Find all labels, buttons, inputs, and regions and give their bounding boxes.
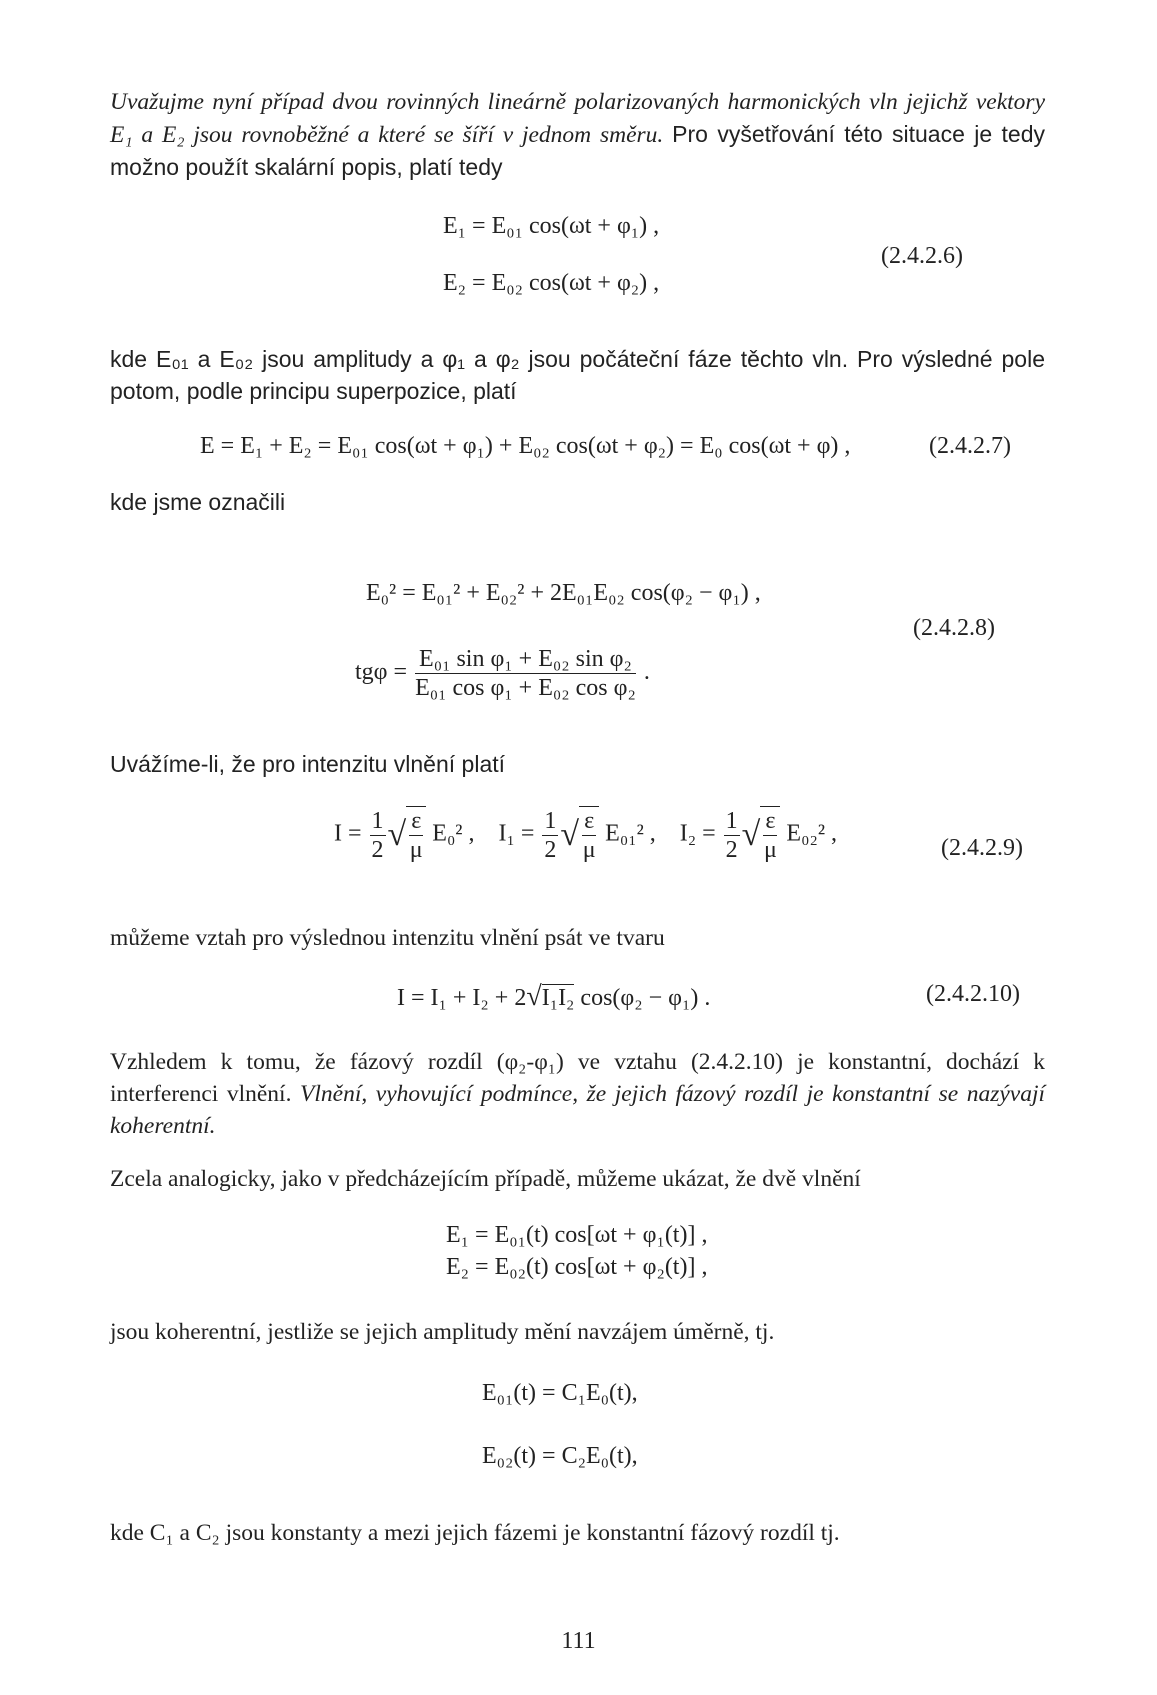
- equation-e2-time: E₂ = E₀₂(t) cos[ωt + φ₂(t)] ,: [446, 1254, 708, 1280]
- amplitudes-paragraph: kde E₀₁ a E₀₂ jsou amplitudy a φ₁ a φ₂ jsou počáteční fáze těchto vln. Pro výsledné pole potom, podle principu superpozice, platí: [110, 346, 1045, 404]
- sqrt-eps-mu: $\frac{\varepsilon}{\mu}$: [406, 806, 426, 864]
- equation-e1-time: E₁ = E₀₁(t) cos[ωt + φ₁(t)] ,: [446, 1222, 708, 1248]
- equation-amplitude-squared: E₀² = E₀₁² + E₀₂² + 2E₀₁E₀₂ cos(φ₂ − φ₁) ,: [366, 580, 761, 606]
- equation-number-2-4-2-7: (2.4.2.7): [929, 433, 1011, 459]
- equation-number-2-4-2-10: (2.4.2.10): [926, 981, 1020, 1007]
- resulting-intensity-paragraph: můžeme vztah pro výslednou intenzitu vlnění psát ve tvaru: [110, 925, 665, 951]
- equation-e2: E₂ = E₀₂ cos(ωt + φ₂) ,: [443, 270, 660, 296]
- sqrt-symbol: √: [526, 981, 542, 1012]
- intensity-I2-tail: E₀₂² ,: [786, 820, 838, 847]
- sqrt-symbol: √: [387, 816, 407, 853]
- equation-e02-c2: E₀₂(t) = C₂E₀(t),: [482, 1443, 638, 1469]
- equation-intensities: I = $\frac{1}{2}$ √ $\frac{\varepsilon}{\mu}$ E₀² , I₁ = $\frac{1}{2}$ √ $\frac{\varepsilon}{\mu}$ E₀₁² , I₂ = $\frac{1}{2}$ √ $\frac{\varepsilon}{\mu}$ E₀₂² ,: [334, 807, 838, 863]
- tangent-left: tgφ =: [355, 659, 408, 686]
- page-number: 111: [561, 1628, 596, 1654]
- intensity-I-tail: E₀² ,: [432, 820, 475, 847]
- intensity-intro-paragraph: Uvážíme-li, že pro intenzitu vlnění platí: [110, 751, 506, 777]
- equation-number-2-4-2-6: (2.4.2.6): [881, 243, 963, 269]
- half-fraction: $\frac{1}{2}$: [371, 807, 384, 863]
- equation-superposition: E = E₁ + E₂ = E₀₁ cos(ωt + φ₁) + E₀₂ cos(ωt + φ₂) = E₀ cos(ωt + φ) ,: [200, 433, 851, 459]
- coherence-paragraph: Vzhledem k tomu, že fázový rozdíl (φ₂-φ₁) ve vztahu (2.4.2.10) je konstantní, dochází k interferenci vlnění. Vlnění, vyhovující podmínce, že jejich fázový rozdíl je konstantní se nazývají koherentní.: [110, 1049, 1046, 1139]
- equation-e1: E₁ = E₀₁ cos(ωt + φ₁) ,: [443, 213, 660, 239]
- intro-italic-text: Uvažujme nyní případ dvou rovinných lineárně polarizovaných harmonických vln jejichž vektory E₁ a E₂ jsou rovnoběžné a které se šíří v jednom směru.: [110, 89, 1045, 148]
- intensity-I-left: I =: [334, 820, 362, 847]
- intensity-I2-left: I₂ =: [679, 820, 716, 847]
- tangent-numerator: E₀₁ sin φ₁ + E₀₂ sin φ₂: [415, 645, 636, 674]
- tangent-denominator: E₀₁ cos φ₁ + E₀₂ cos φ₂: [415, 675, 636, 701]
- intensity-I1-left: I₁ =: [498, 820, 535, 847]
- intensity-I1-tail: E₀₁² ,: [605, 820, 656, 847]
- intro-normal-text: Pro vyšetřování této situace je tedy možno použít skalární popis, platí tedy: [110, 121, 1045, 180]
- intro-paragraph: [110, 86, 1045, 184]
- equation-e01-c1: E₀₁(t) = C₁E₀(t),: [482, 1380, 638, 1406]
- denotation-paragraph: kde jsme označili: [110, 489, 286, 515]
- tangent-fraction: [415, 645, 636, 702]
- tangent-end: .: [643, 659, 650, 686]
- analogy-paragraph: Zcela analogicky, jako v předcházejícím případě, můžeme ukázat, že dvě vlnění: [110, 1166, 861, 1192]
- equation-tangent: [355, 645, 650, 702]
- equation-number-2-4-2-8: (2.4.2.8): [913, 615, 995, 641]
- constants-paragraph: kde C₁ a C₂ jsou konstanty a mezi jejich fázemi je konstantní fázový rozdíl tj.: [110, 1520, 840, 1546]
- equation-total-intensity: I = I₁ + I₂ + 2√I₁I₂ cos(φ₂ − φ₁) .: [397, 981, 711, 1012]
- equation-number-2-4-2-9: (2.4.2.9): [941, 835, 1023, 861]
- proportional-amplitudes-paragraph: jsou koherentní, jestliže se jejich amplitudy mění navzájem úměrně, tj.: [110, 1319, 775, 1345]
